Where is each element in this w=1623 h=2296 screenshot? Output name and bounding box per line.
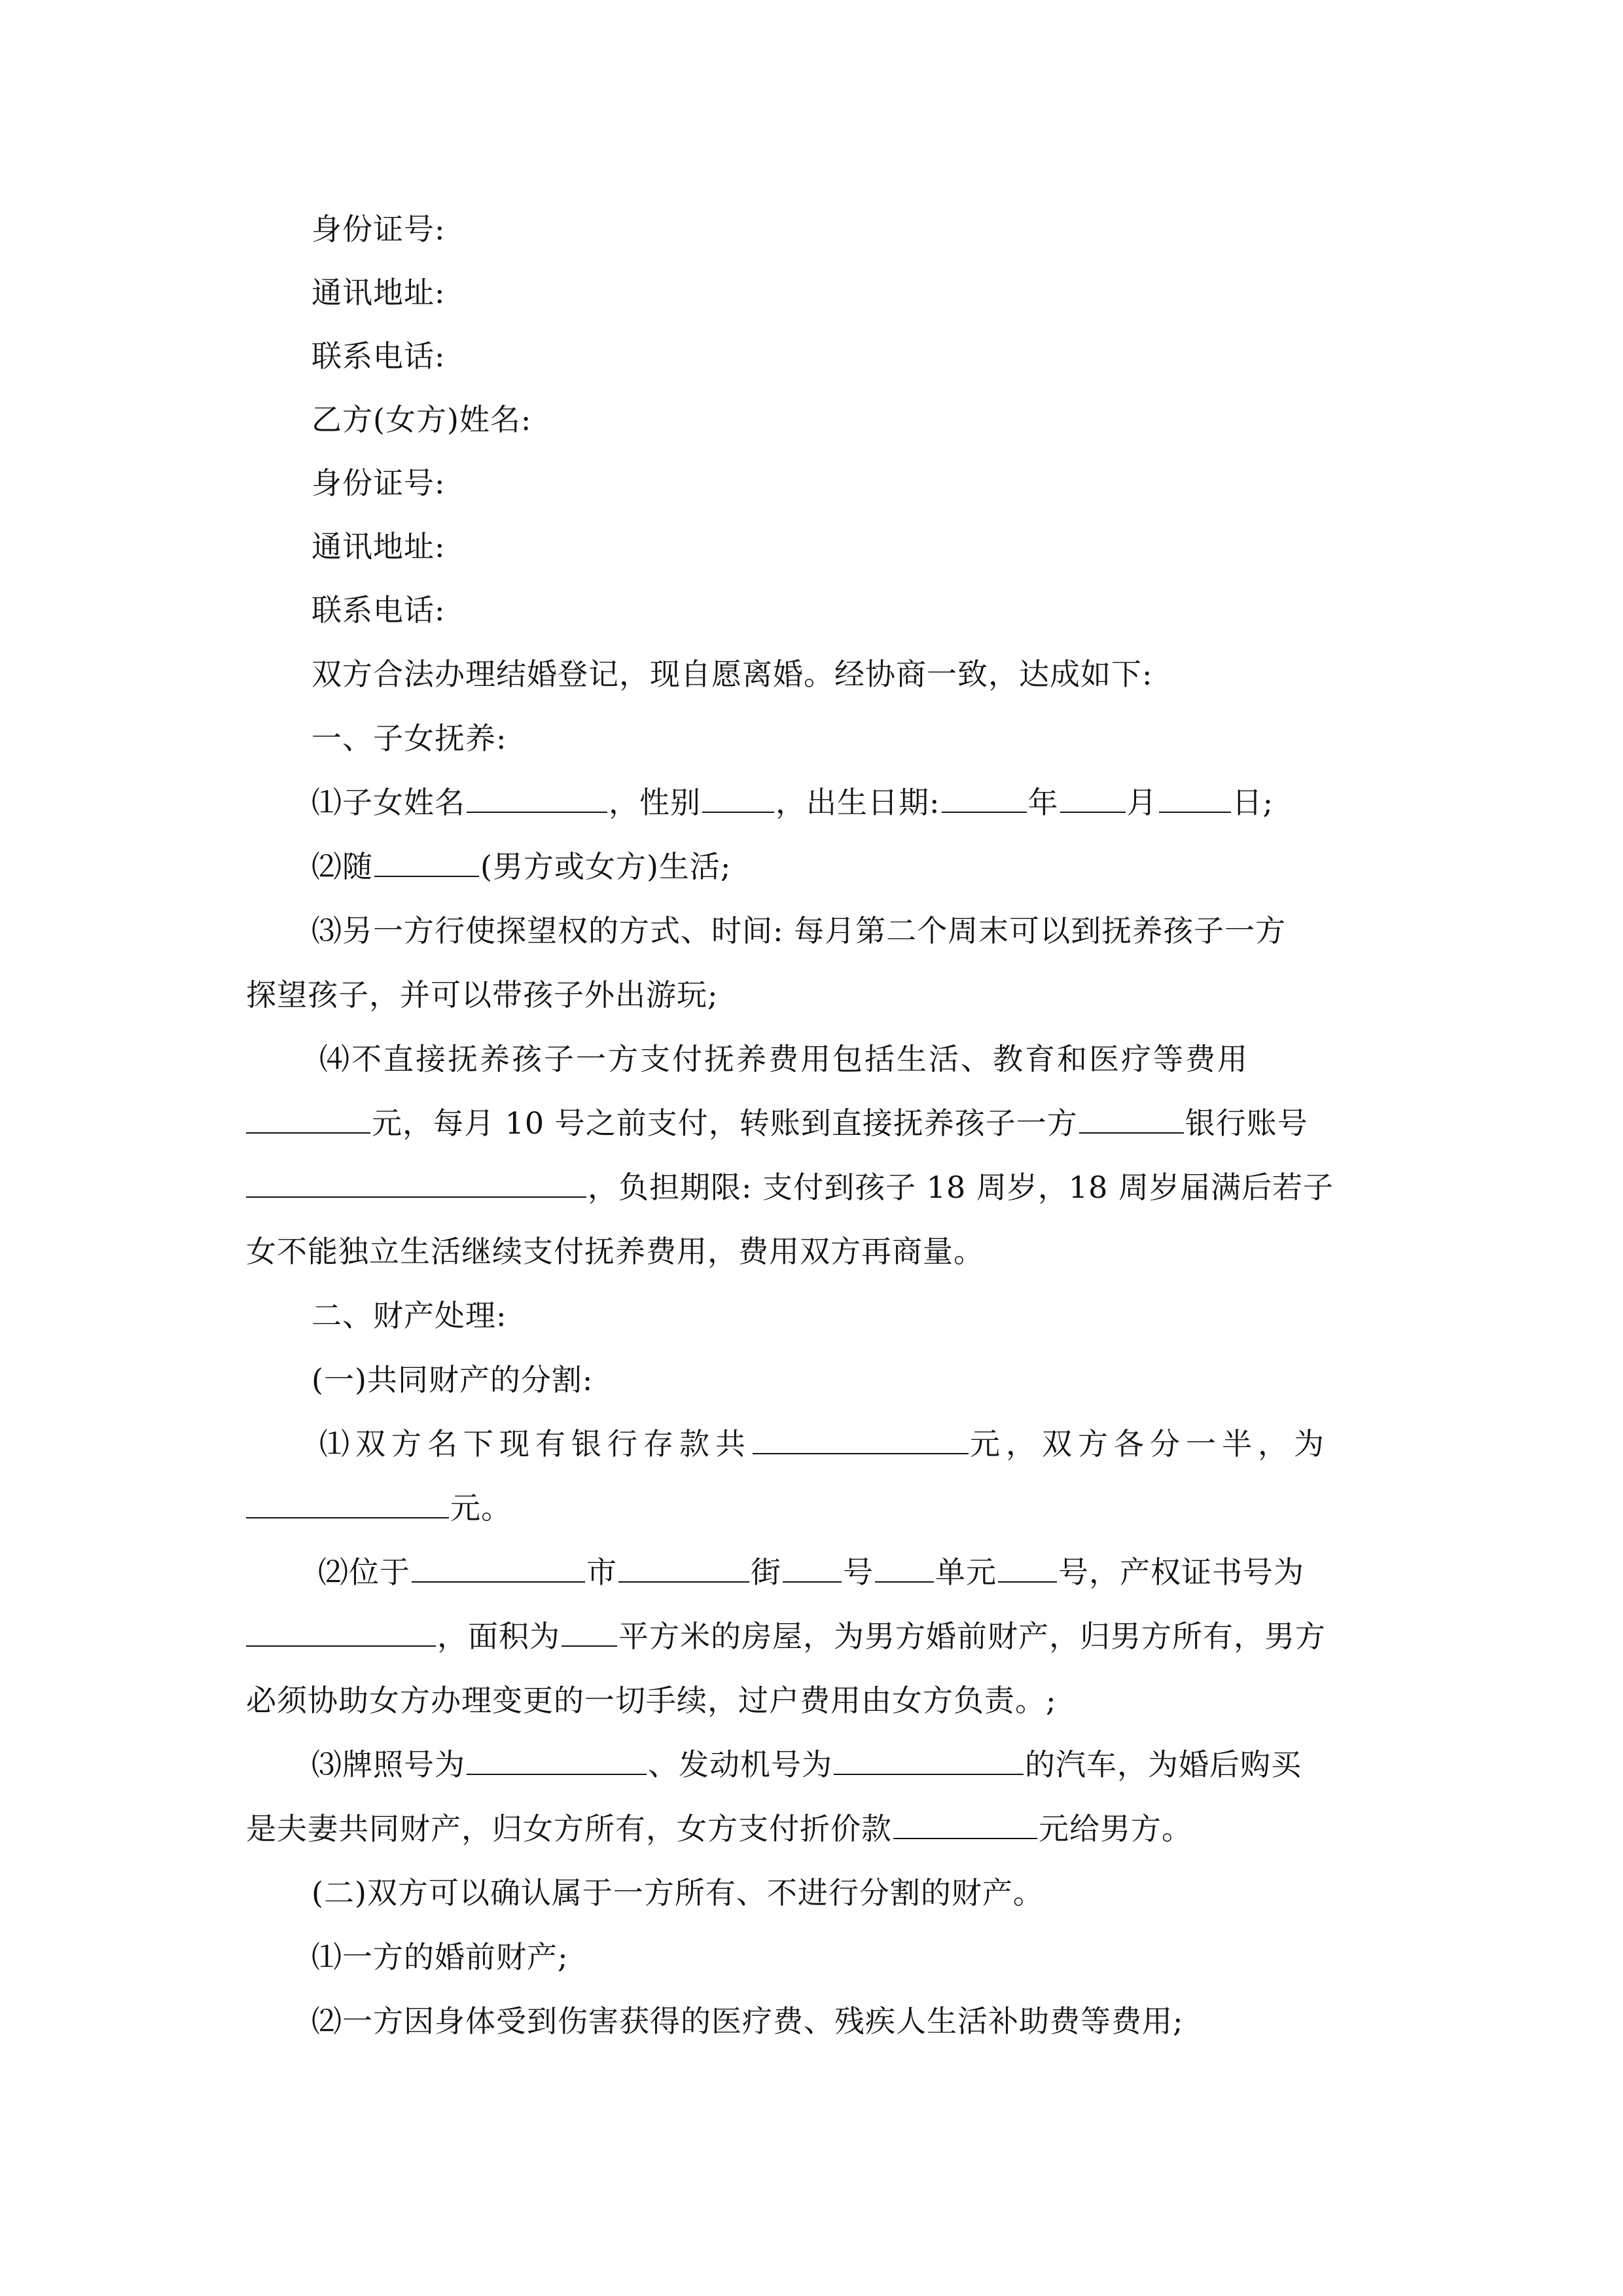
house-number-blank <box>783 1552 842 1583</box>
street-label: 街 <box>751 1554 781 1590</box>
party-b-name-label: 乙方(女方)姓名: <box>312 402 532 437</box>
car-price-blank <box>893 1809 1037 1839</box>
engine-number-blank <box>834 1745 1024 1775</box>
car-purchase-text: 的汽车，为婚后购买 <box>1025 1747 1302 1782</box>
support-line-4: 女不能独立生活继续支付抚养费用，费用双方再商量。 <box>246 1234 984 1269</box>
section2-heading: 二、财产处理: <box>312 1298 507 1333</box>
visitation-line-2: 探望孩子，并可以带孩子外出游玩; <box>246 977 719 1013</box>
birth-day-blank <box>1159 783 1231 813</box>
support-account-blank <box>246 1168 586 1198</box>
house-location-label: ⑵位于 <box>318 1554 410 1590</box>
house-area-blank <box>562 1617 617 1647</box>
area-label: ，面积为 <box>437 1619 560 1654</box>
child-name-label: ⑴子女姓名 <box>312 785 465 820</box>
child-name-blank <box>467 783 607 813</box>
house-city-blank <box>412 1552 585 1583</box>
car-price-suffix: 元给男方。 <box>1039 1811 1192 1846</box>
support-line-2 <box>246 1103 1308 1143</box>
house-line-2 <box>246 1617 1326 1656</box>
house-room-blank <box>998 1552 1057 1583</box>
visitation-line-1: ⑶另一方行使探望权的方式、时间: 每月第二个周末可以到抚养孩子一方 <box>312 913 1287 948</box>
child-gender-blank <box>702 783 774 813</box>
day-label: 日; <box>1232 785 1274 820</box>
birth-year-blank <box>942 783 1027 813</box>
deposit-unit: 元。 <box>450 1490 512 1526</box>
house-line-1 <box>318 1552 1304 1592</box>
car-line-2 <box>246 1809 1192 1848</box>
plate-number-blank <box>467 1745 647 1775</box>
house-line-3: 必须协助女方办理变更的一切手续，过户费用由女方负责。; <box>246 1683 1057 1718</box>
child-gender-label: ，性别 <box>609 785 701 820</box>
party-b-address-label: 通讯地址: <box>312 529 446 564</box>
support-account-label: 银行账号 <box>1185 1105 1308 1141</box>
custody-label: ⑵随 <box>312 849 373 884</box>
child-birth-label: ，出生日期: <box>776 785 940 820</box>
party-a-address-label: 通讯地址: <box>312 275 446 310</box>
plate-label: ⑶牌照号为 <box>312 1747 465 1782</box>
support-line-1: ⑷不直接抚养孩子一方支付抚养费用包括生活、教育和医疗等费用 <box>319 1041 1249 1077</box>
custody-line <box>312 847 731 886</box>
party-a-id-label: 身份证号: <box>312 211 446 247</box>
premarital-property-item: ⑴一方的婚前财产; <box>312 1939 569 1975</box>
support-bank-blank <box>1079 1103 1184 1134</box>
birth-month-blank <box>1060 783 1126 813</box>
party-a-phone-label: 联系电话: <box>312 338 446 374</box>
car-line-1 <box>312 1745 1302 1784</box>
joint-property-heading: (一)共同财产的分割: <box>312 1362 594 1397</box>
child-info-line <box>312 783 1274 822</box>
custody-suffix: (男方或女方)生活; <box>480 849 732 884</box>
house-ownership-text: 平方米的房屋，为男方婚前财产，归男方所有，男方 <box>618 1619 1326 1654</box>
deposit-label: ⑴双方名下现有银行存款共 <box>319 1426 751 1462</box>
deposit-split-text: 元，双方各分一半，为 <box>970 1426 1330 1462</box>
house-certificate-blank <box>246 1617 436 1647</box>
deposit-total-blank <box>753 1424 969 1454</box>
number-label: 号 <box>843 1554 874 1590</box>
deposit-line-2 <box>246 1488 512 1528</box>
month-label: 月 <box>1126 785 1158 820</box>
engine-label: 、发动机号为 <box>648 1747 832 1782</box>
section1-heading: 一、子女抚养: <box>312 721 507 756</box>
party-b-id-label: 身份证号: <box>312 465 446 501</box>
certificate-label: 号，产权证书号为 <box>1058 1554 1304 1590</box>
support-payment-text: 元，每月 10 号之前支付，转账到直接抚养孩子一方 <box>372 1105 1078 1141</box>
support-line-3 <box>246 1168 1334 1207</box>
deposit-line-1 <box>319 1424 1330 1463</box>
city-label: 市 <box>586 1554 617 1590</box>
support-term-text: ，负担期限: 支付到孩子 18 周岁，18 周岁届满后若子 <box>588 1170 1334 1205</box>
house-unit-blank <box>875 1552 934 1583</box>
deposit-half-blank <box>246 1488 449 1518</box>
unit-label: 单元 <box>935 1554 997 1590</box>
intro-paragraph: 双方合法办理结婚登记，现自愿离婚。经协商一致，达成如下: <box>312 656 1153 692</box>
house-street-blank <box>618 1552 749 1583</box>
party-b-phone-label: 联系电话: <box>312 592 446 628</box>
support-amount-blank <box>246 1103 370 1134</box>
separate-property-heading: (二)双方可以确认属于一方所有、不进行分割的财产。 <box>312 1875 1044 1910</box>
injury-compensation-item: ⑵一方因身体受到伤害获得的医疗费、残疾人生活补助费等费用; <box>312 2003 1184 2039</box>
custody-blank <box>374 847 479 877</box>
car-ownership-text: 是夫妻共同财产，归女方所有，女方支付折价款 <box>246 1811 892 1846</box>
year-label: 年 <box>1027 785 1059 820</box>
